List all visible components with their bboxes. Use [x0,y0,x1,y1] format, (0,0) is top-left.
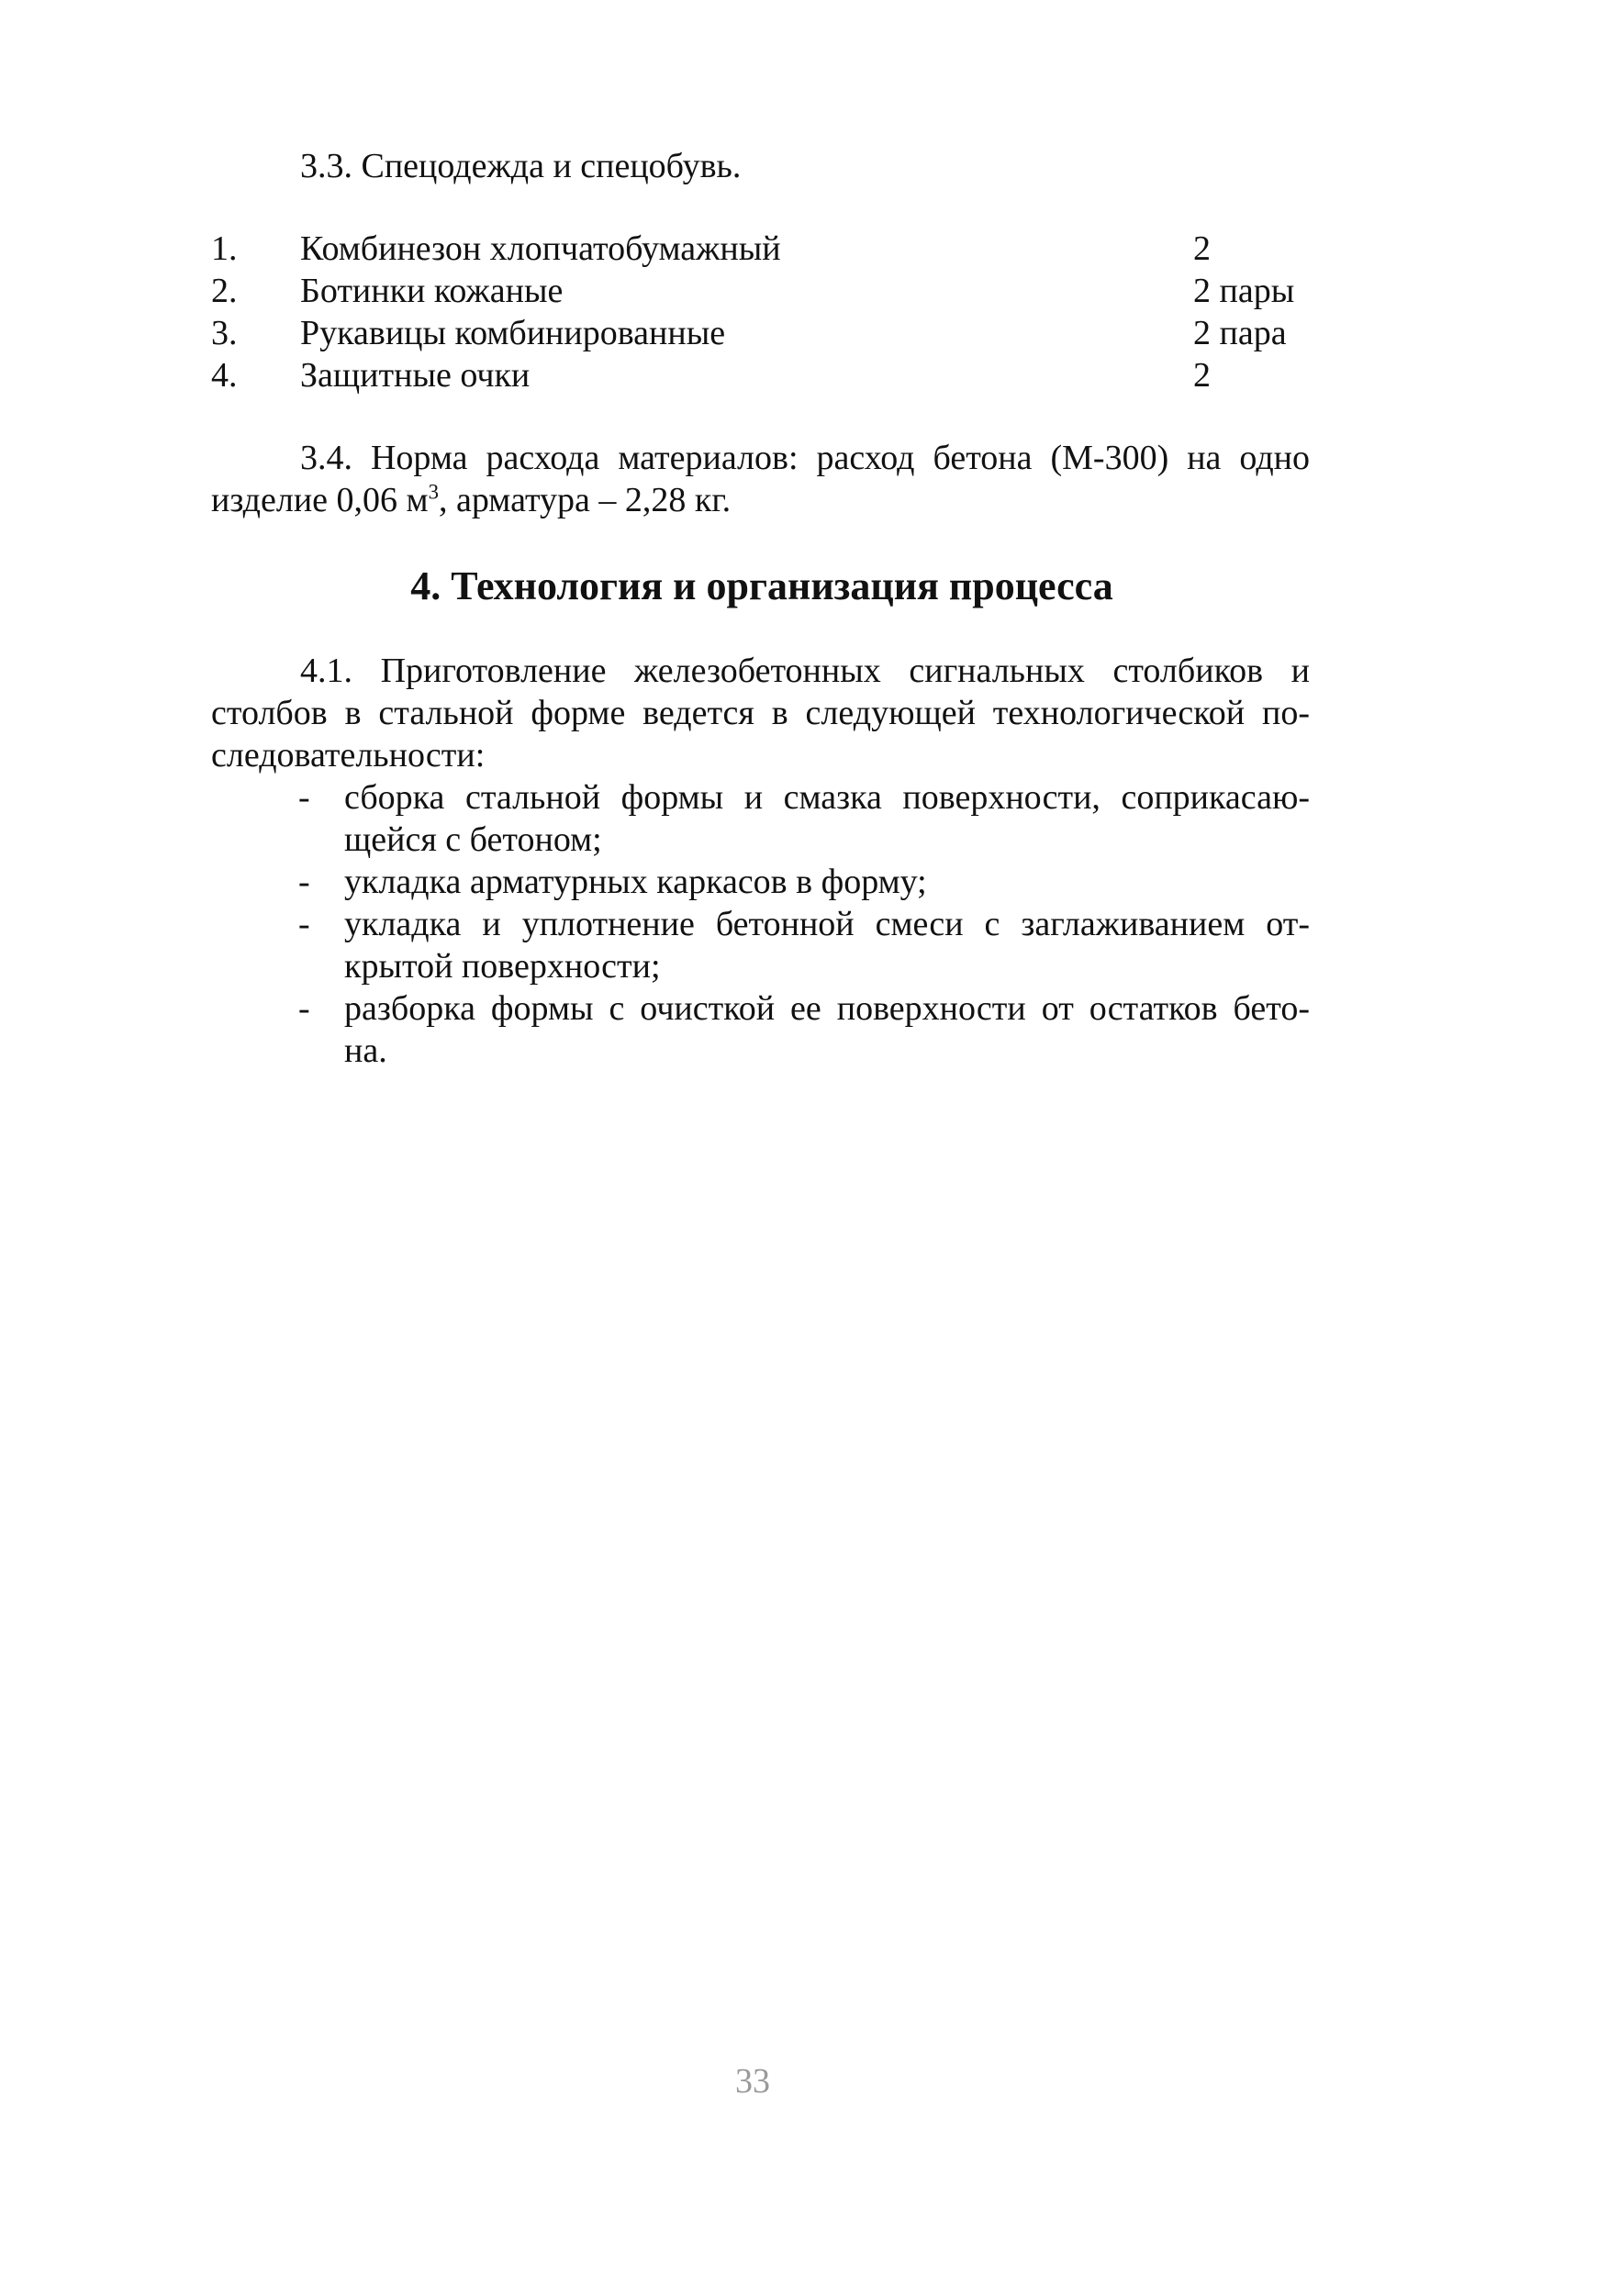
section-3-4-line-1: 3.4. Норма расхода материалов: расход бетона (М-300) на одно [300,439,1310,477]
section-4-1-line-1: 4.1. Приготовление железобетонных сигнальных столбиков и [300,652,1310,690]
bullet-text: укладка арматурных каркасов в форму; [344,863,927,901]
bullet-dash: - [298,778,310,817]
list-item-name: Защитные очки [300,356,531,395]
list-item [211,228,1340,270]
page-number: 33 [735,2062,770,2101]
bullet-text: крытой поверхности; [344,947,661,986]
list-item-number: 3. [211,314,238,352]
bullet-dash: - [298,905,310,943]
list-item-number: 2. [211,272,238,310]
list-item [211,312,1340,354]
list-item [211,354,1340,396]
list-item-quantity: 2 [1193,229,1211,268]
list-item-number: 1. [211,229,238,268]
superscript-cubed: 3 [428,480,439,504]
list-item-quantity: 2 пары [1193,272,1295,310]
bullet-text: укладка и уплотнение бетонной смеси с заглаживанием от- [344,905,1310,943]
list-item-quantity: 2 пара [1193,314,1287,352]
list-item [211,270,1340,312]
list-item-quantity: 2 [1193,356,1211,395]
bullet-dash: - [298,863,310,901]
list-item-number: 4. [211,356,238,395]
section-3-4-line-2 [211,479,731,521]
bullet-text: сборка стальной формы и смазка поверхности, соприкасаю- [344,778,1310,817]
list-item-name: Рукавицы комбинированные [300,314,726,352]
bullet-text: на. [344,1031,387,1070]
section-3-4-text: изделие 0,06 м [211,481,429,519]
list-item-name: Комбинезон хлопчатобумажный [300,229,781,268]
section-4-heading: 4. Технология и организация процесса [410,563,1113,608]
bullet-text: разборка формы с очисткой ее поверхности от остатков бето- [344,989,1310,1028]
section-4-1-line-2: столбов в стальной форме ведется в следующей технологической по- [211,694,1310,732]
section-3-4-text-end: , арматура – 2,28 кг. [438,481,732,519]
bullet-dash: - [298,989,310,1028]
section-3-3-title: 3.3. Спецодежда и спецобувь. [300,147,742,185]
list-item-name: Ботинки кожаные [300,272,564,310]
section-4-1-line-3: следовательности: [211,736,486,775]
bullet-text: щейся с бетоном; [344,820,602,859]
